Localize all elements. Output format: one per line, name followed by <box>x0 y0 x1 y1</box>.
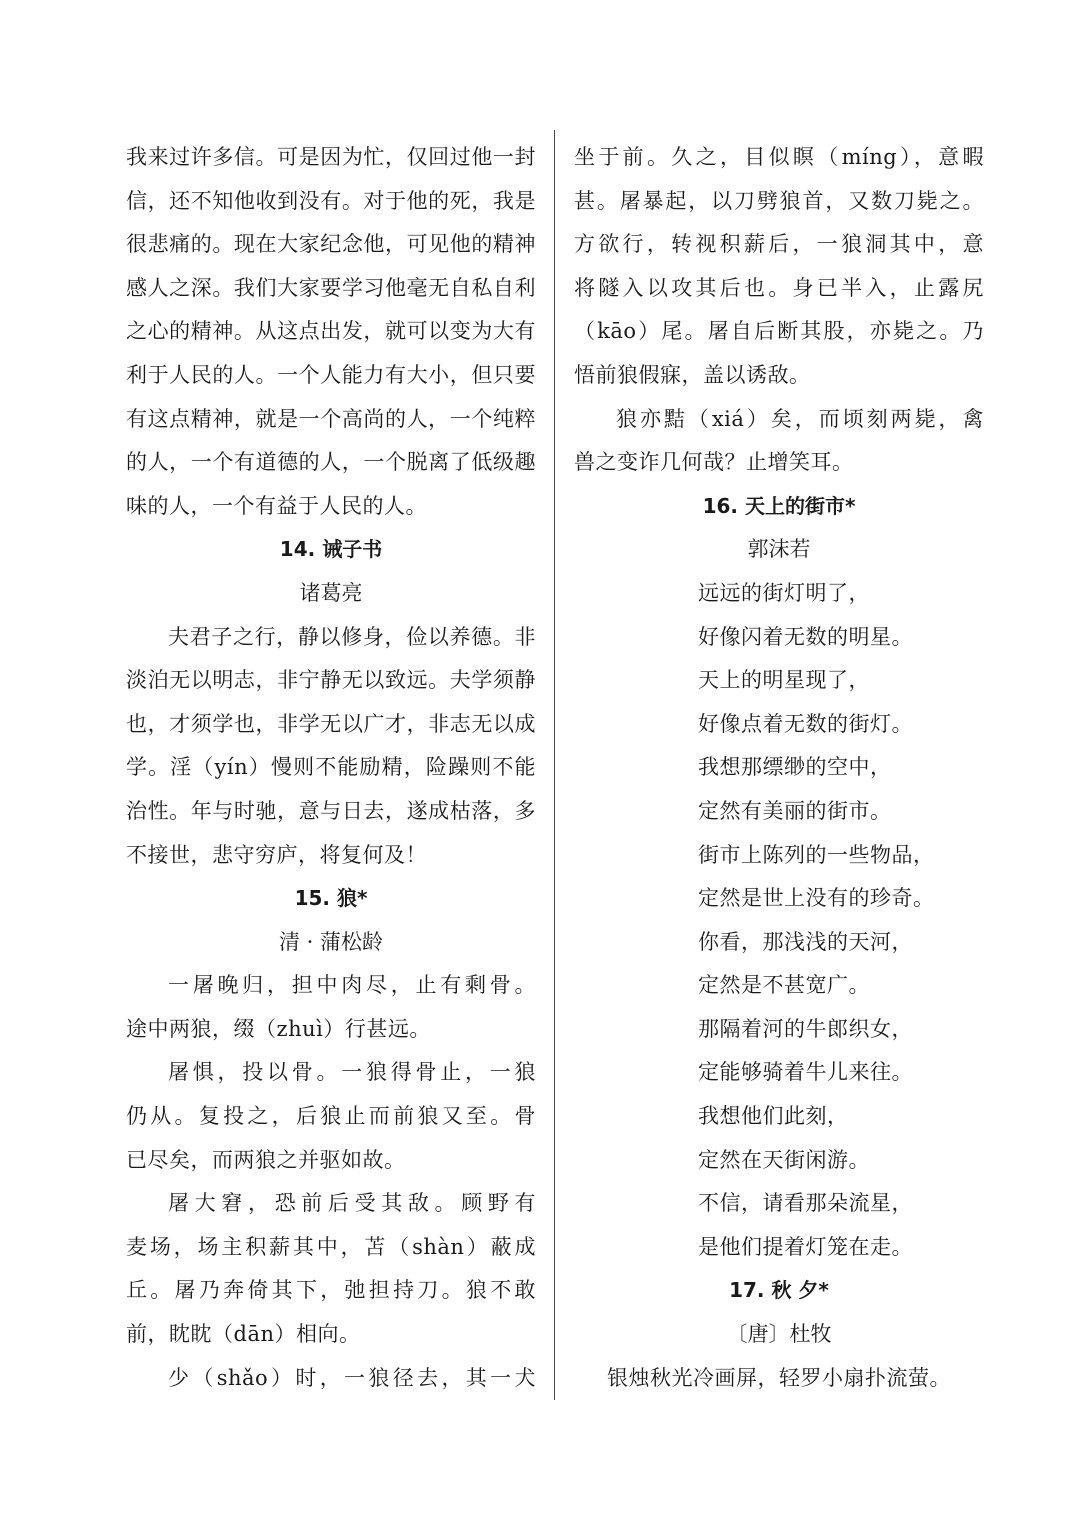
poem-line: 那隔着河的牛郎织女， <box>698 1016 913 1041</box>
text-line: 甚。屠暴起，以刀劈狼首，又数刀毙之。 <box>574 188 984 213</box>
poem-line: 远远的街灯明了， <box>698 580 870 605</box>
poem-line: 好像点着无数的街灯。 <box>698 711 913 736</box>
section-title-15: 15. 狼* <box>294 886 368 911</box>
poem-line: 你看，那浅浅的天河， <box>698 929 913 954</box>
text-line: 屠惧，投以骨。一狼得骨止，一狼 <box>168 1060 536 1085</box>
poem-line: 我想那缥缈的空中， <box>698 755 892 780</box>
section-author-14: 诸葛亮 <box>299 580 363 605</box>
section-title-17: 17. 秋 夕* <box>729 1278 829 1303</box>
text-line: 丘。屠乃奔倚其下，弛担持刀。狼不敢 <box>126 1278 536 1303</box>
text-line: 悟前狼假寐，盖以诱敌。 <box>574 362 811 387</box>
text-line: 仍从。复投之，后狼止而前狼又至。骨 <box>126 1104 536 1129</box>
text-line: 将隧入以攻其后也。身已半入，止露尻 <box>574 275 984 300</box>
text-line: 淡泊无以明志，非宁静无以致远。夫学须静 <box>126 668 536 693</box>
poem-line: 定然是不甚宽广。 <box>698 973 870 998</box>
left-column <box>126 136 536 1400</box>
text-line: 很悲痛的。现在大家纪念他，可见他的精神 <box>126 232 536 257</box>
text-line: 兽之变诈几何哉？止增笑耳。 <box>574 450 854 475</box>
poem-line: 街市上陈列的一些物品， <box>698 842 935 867</box>
right-column <box>574 136 984 1400</box>
text-line: 我来过许多信。可是因为忙，仅回过他一封 <box>126 145 536 169</box>
text-line: 方欲行，转视积薪后，一狼洞其中，意 <box>574 232 984 257</box>
poem-line: 天上的明星现了， <box>698 668 870 693</box>
poem-line: 定然是世上没有的珍奇。 <box>698 886 935 911</box>
text-line: 有这点精神，就是一个高尚的人，一个纯粹 <box>126 406 536 431</box>
section-author-15: 清 · 蒲松龄 <box>278 929 384 954</box>
text-line: 学。淫（yín）慢则不能励精，险躁则不能 <box>126 755 536 780</box>
text-line: 坐于前。久之，目似瞑（míng），意暇 <box>574 145 984 169</box>
text-line: 狼亦黠（xiá）矣，而顷刻两毙，禽 <box>616 406 984 431</box>
text-line: 途中两狼，缀（zhuì）行甚远。 <box>126 1016 431 1041</box>
text-line: 屠大窘，恐前后受其敌。顾野有 <box>168 1191 536 1216</box>
text-line: 不接世，悲守穷庐，将复何及！ <box>126 842 427 867</box>
column-divider <box>554 130 555 1400</box>
poem-line: 银烛秋光冷画屏，轻罗小扇扑流萤。 <box>607 1365 951 1390</box>
poem-line: 是他们提着灯笼在走。 <box>698 1234 913 1259</box>
section-title-14: 14. 诫子书 <box>279 537 383 562</box>
text-line: 味的人，一个有益于人民的人。 <box>126 493 427 518</box>
text-line: 麦场，场主积薪其中，苫（shàn）蔽成 <box>126 1234 536 1259</box>
section-title-16: 16. 天上的街市* <box>702 493 856 518</box>
text-line: 一屠晚归，担中肉尽，止有剩骨。 <box>168 973 536 998</box>
poem-line: 好像闪着无数的明星。 <box>698 624 913 649</box>
text-line: 夫君子之行，静以修身，俭以养德。非 <box>168 624 536 649</box>
text-line: 之心的精神。从这点出发，就可以变为大有 <box>126 319 536 344</box>
section-author-16: 郭沫若 <box>747 537 811 562</box>
text-line: 的人，一个有道德的人，一个脱离了低级趣 <box>126 450 536 475</box>
poem-line: 我想他们此刻， <box>698 1104 849 1129</box>
section-author-17: 〔唐〕杜牧 <box>726 1322 832 1347</box>
text-line: 信，还不知他收到没有。对于他的死，我是 <box>126 188 536 213</box>
text-line: 治性。年与时驰，意与日去，遂成枯落，多 <box>126 798 536 823</box>
text-line: 前，眈眈（dān）相向。 <box>126 1322 361 1347</box>
poem-line: 定然有美丽的街市。 <box>698 798 892 823</box>
text-line: 已尽矣，而两狼之并驱如故。 <box>126 1147 406 1172</box>
poem-line: 定然在天街闲游。 <box>698 1147 870 1172</box>
text-line: （kāo）尾。屠自后断其股，亦毙之。乃 <box>574 319 984 344</box>
text-line: 感人之深。我们大家要学习他毫无自私自利 <box>126 275 536 300</box>
text-line: 也，才须学也，非学无以广才，非志无以成 <box>126 711 536 736</box>
poem-line: 不信，请看那朵流星， <box>698 1191 913 1216</box>
text-line: 利于人民的人。一个人能力有大小，但只要 <box>126 362 536 387</box>
poem-line: 定能够骑着牛儿来往。 <box>698 1060 913 1085</box>
text-line: 少（shǎo）时，一狼径去，其一犬 <box>168 1365 536 1390</box>
